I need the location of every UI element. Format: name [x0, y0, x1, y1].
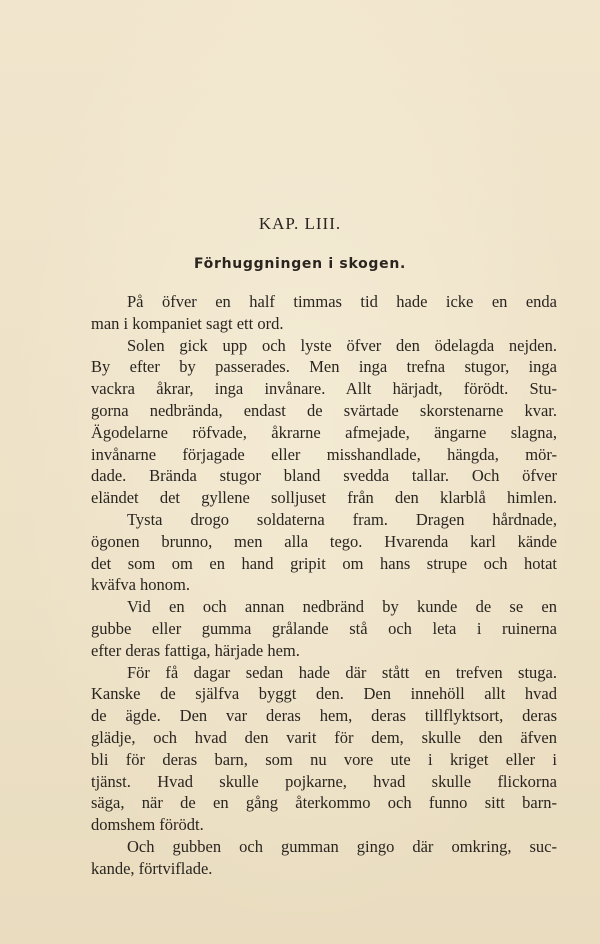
- text-line: eländet det gyllene solljuset från den klarblå himlen.: [91, 488, 557, 508]
- text-line: bli för deras barn, som nu vore ute i kriget eller i: [91, 749, 557, 769]
- paragraph: [91, 662, 557, 836]
- paragraph: [91, 836, 557, 880]
- text-line: gubbe eller gumma grålande stå och leta i ruinerna: [91, 618, 557, 638]
- text-line: glädje, och hvad den varit för dem, skulle den äfven: [91, 727, 557, 747]
- text-line: de ägde. Den var deras hem, deras tillflyktsort, deras: [91, 706, 557, 726]
- text-line: säga, när de en gång återkommo och funno sitt barn-: [91, 793, 557, 813]
- text-line: För få dagar sedan hade där stått en trefven stuga.: [127, 662, 557, 682]
- text-line: ögonen brunno, men alla tego. Hvarenda karl kände: [91, 531, 557, 551]
- text-line: Ägodelarne röfvade, åkrarne afmejade, ängarne slagna,: [91, 422, 557, 442]
- text-line: efter deras fattiga, härjade hem.: [91, 640, 300, 660]
- chapter-title: Förhuggningen i skogen.: [193, 256, 407, 272]
- text-line: På öfver en half timmas tid hade icke en enda: [127, 292, 557, 311]
- chapter-heading: KAP. LIII.: [258, 214, 342, 233]
- text-line: By efter by passerades. Men inga trefna stugor, inga: [91, 357, 557, 377]
- text-line: det som om en hand gripit om hans strupe och hotat: [91, 553, 557, 573]
- text-line: tjänst. Hvad skulle pojkarne, hvad skulle flickorna: [91, 771, 557, 791]
- text-line: Vid en och annan nedbränd by kunde de se en: [127, 597, 557, 617]
- text-line: gorna nedbrända, endast de svärtade skorstenarne kvar.: [91, 400, 557, 420]
- chapter-body: [91, 291, 557, 880]
- paragraph: [91, 509, 557, 596]
- text-line: man i kompaniet sagt ett ord.: [91, 313, 284, 333]
- text-line: dade. Brända stugor bland svedda tallar. Och öfver: [91, 466, 557, 486]
- paragraph: [91, 291, 557, 335]
- text-line: kväfva honom.: [91, 575, 190, 595]
- text-line: invånarne förjagade eller misshandlade, hängda, mör-: [91, 444, 557, 464]
- paragraph: [91, 335, 557, 509]
- paragraph: [91, 596, 557, 661]
- text-line: vackra åkrar, inga invånare. Allt härjadt, förödt. Stu-: [91, 379, 557, 399]
- text-line: Och gubben och gumman gingo där omkring, suc-: [127, 836, 557, 856]
- text-line: Solen gick upp och lyste öfver den ödelagda nejden.: [127, 335, 557, 355]
- text-line: Kanske de själfva byggt den. Den innehöll allt hvad: [91, 684, 557, 704]
- text-line: kande, förtviflade.: [91, 858, 213, 878]
- text-line: Tysta drogo soldaterna fram. Dragen hårdnade,: [127, 509, 557, 529]
- text-line: domshem förödt.: [91, 815, 204, 835]
